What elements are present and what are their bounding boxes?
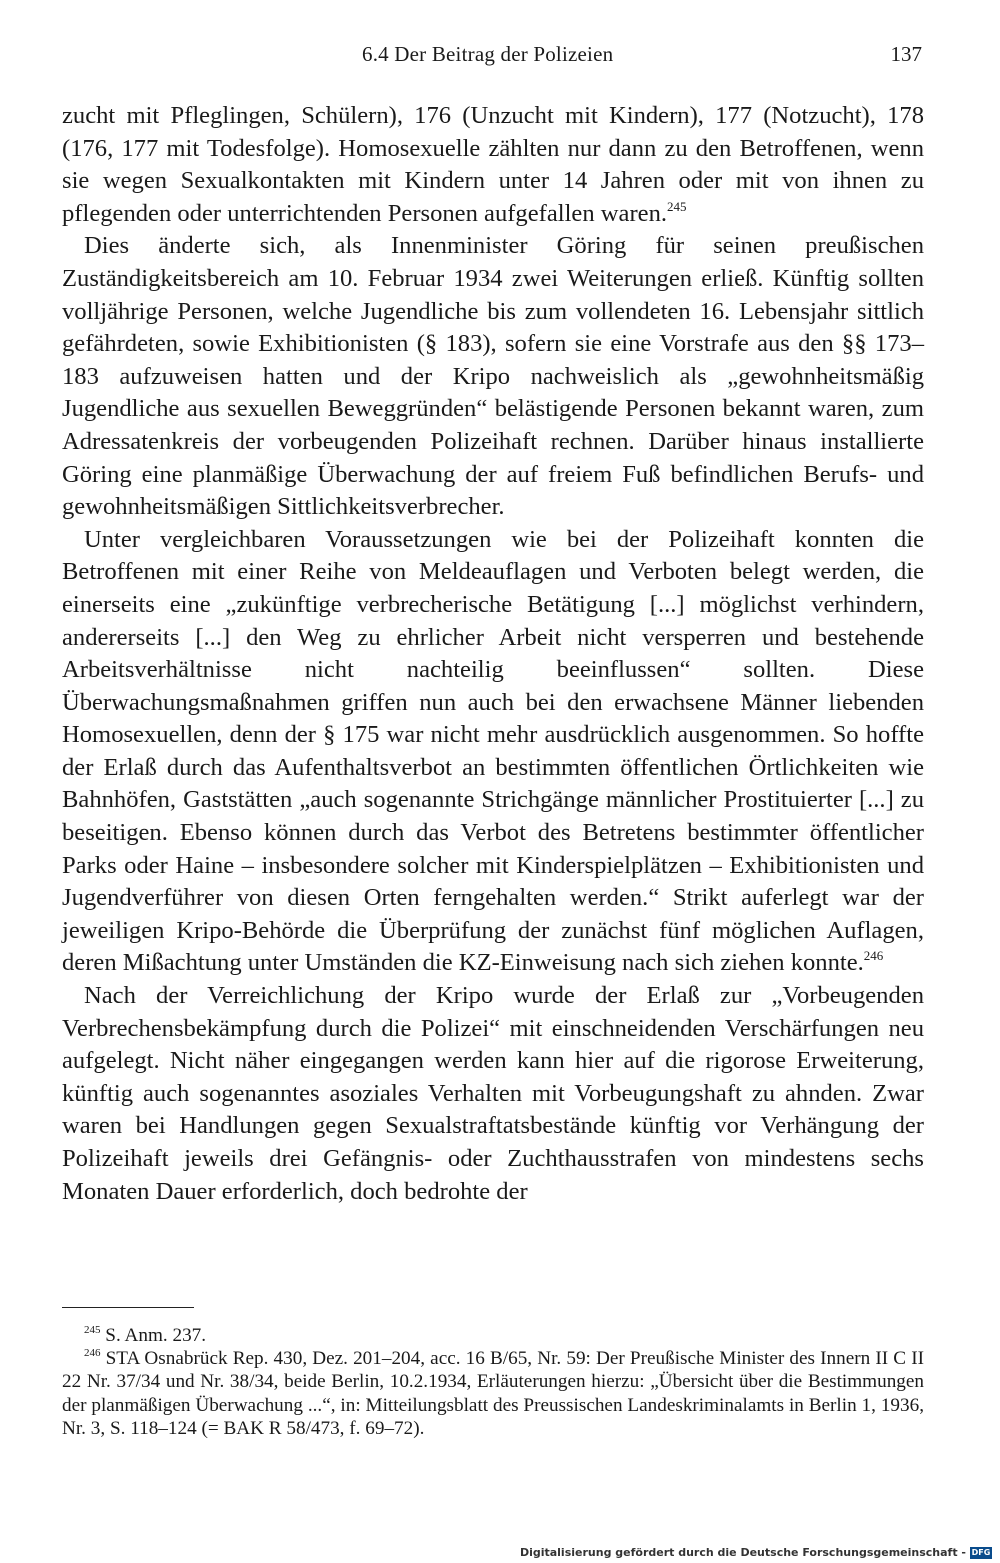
paragraph-text: Nach der Verreichlichung der Kripo wurde der Erlaß zur „Vorbeugenden Verbrechensbekämpfung durch die Polizei“ mit einschneidenden Verschärfungen neu aufgelegt. Nicht näher eingegangen werden kann hier auf die rigorose Erweiterung, künftig auch sogenanntes asoziales Verhalten mit Vorbeugungshaft zu ahnden. Zwar waren bei Handlungen gegen Sexualstraftatsbestände künftig vor Verhängung der Polizeihaft jeweils drei Gefängnis- oder Zuchthausstrafen von mindestens sechs Monaten Dauer erforderlich, doch bedrohte der (62, 982, 924, 1205)
footnote-246 (62, 1347, 924, 1440)
running-head: 6.4 Der Beitrag der Polizeien (362, 42, 614, 66)
paragraph-text: Unter vergleichbaren Voraussetzungen wie bei der Polizeihaft konnten die Betroffenen mit einer Reihe von Meldeauflagen und Verboten belegt werden, die einerseits eine „zukünftige verbrecherische Betätigung [...] möglichst verhindern, andererseits [...] den Weg zu ehrlicher Arbeit nicht versperren und bestehende Arbeitsverhältnisse nicht nachteilig beeinflussen“ sollten. Diese Überwachungsmaßnahmen griffen nun auch bei den erwachsene Männer liebenden Homosexuellen, denn der § 175 war nicht mehr ausdrücklich ausgenommen. So hoffte der Erlaß durch das Aufenthaltsverbot an bestimmten öffentlichen Örtlichkeiten wie Bahnhöfen, Gaststätten „auch sogenannte Strichgänge männlicher Prostituierter [...] zu beseitigen. Ebenso können durch das Verbot des Betretens bestimmter öffentlicher Parks oder Haine – insbesondere solcher mit Kinderspielplätzen – Exhibitionisten und Jugendverführer von diesen Orten ferngehalten werden.“ Strikt auferlegt war der jeweiligen Kripo-Behörde die Überprüfung der zunächst fünf möglichen Auflagen, deren Mißachtung unter Umständen die KZ-Einweisung nach sich ziehen konnte. (62, 525, 924, 977)
footnote-ref-246: 246 (863, 948, 884, 964)
digitization-credit (520, 1546, 992, 1559)
page-header (62, 40, 922, 70)
footnote-text: S. Anm. 237. (105, 1325, 207, 1346)
body-text (62, 100, 924, 1208)
credit-text: Digitalisierung gefördert durch die Deutsche Forschungsgemeinschaft - (519, 1546, 966, 1559)
paragraph-4 (62, 980, 924, 1208)
paragraph-text: zucht mit Pfleglingen, Schülern), 176 (Unzucht mit Kindern), 177 (Notzucht), 178 (176, 177 mit Todesfolge). Homosexuelle zählten nur dann zu den Betroffenen, wenn sie wegen Sexualkontakten mit Kindern unter 14 Jahren oder mit von ihnen zu pflegenden oder unterrichtenden Personen aufgefallen waren. (62, 102, 924, 227)
page-number: 137 (890, 42, 922, 66)
paragraph-3 (62, 524, 924, 980)
footnote-number: 246 (84, 1347, 101, 1360)
paragraph-2 (62, 230, 924, 523)
footnote-text: STA Osnabrück Rep. 430, Dez. 201–204, acc. 16 B/65, Nr. 59: Der Preußische Minister des Innern II C II 22 Nr. 37/34 und Nr. 38/34, beide Berlin, 10.2.1934, Erläuterungen hierzu: „Übersicht über die Bestimmungen der planmäßigen Überwachung ...“, in: Mitteilungsblatt des Preussischen Landeskriminalamts in Berlin 1, 1936, Nr. 3, S. 118–124 (= BAK R 58/473, f. 69–72). (62, 1348, 924, 1439)
dfg-logo-icon: DFG (971, 1547, 991, 1557)
paragraph-1 (62, 100, 924, 230)
footnote-ref-245: 245 (667, 198, 687, 214)
footnotes (62, 1324, 924, 1440)
paragraph-text: Dies änderte sich, als Innenminister Göring für seinen preußischen Zuständigkeitsbereich am 10. Februar 1934 zwei Weiterungen erließ. Künftig sollten volljährige Personen, welche Jugendliche bis zum vollendeten 16. Lebensjahr sittlich gefährdeten, sowie Exhibitionisten (§ 183), sofern sie eine Vorstrafe aus den §§ 173–183 aufzuweisen hatten und der Kripo nachweislich als „gewohnheitsmäßig Jugendliche aus sexuellen Beweggründen“ belästigende Personen bekannt waren, zum Adressatenkreis der vorbeugenden Polizeihaft rechnen. Darüber hinaus installierte Göring eine planmäßige Überwachung der auf freiem Fuß befindlichen Berufs- und gewohnheitsmäßigen Sittlichkeitsverbrecher. (62, 232, 924, 521)
footnote-245 (62, 1324, 924, 1347)
footnote-number: 245 (84, 1324, 101, 1336)
footnote-divider (62, 1307, 194, 1308)
